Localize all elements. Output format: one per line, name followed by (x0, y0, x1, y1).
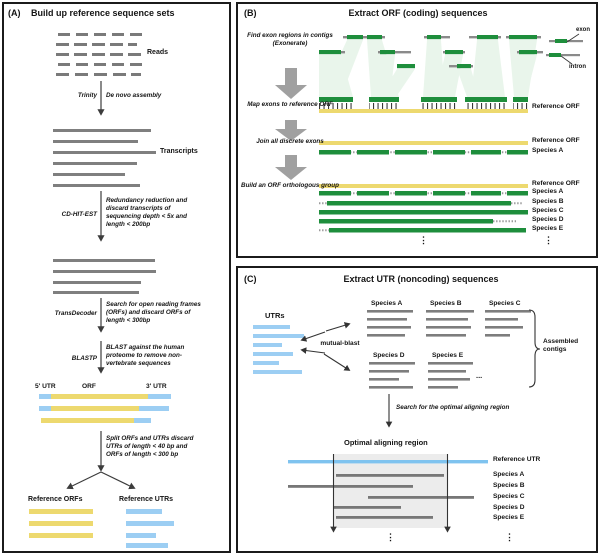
reads-cluster (56, 33, 142, 76)
group-header-species-c: Species C (489, 300, 521, 307)
split-step-text: Split ORFs and UTRs discard UTRs of length < 40 bp and ORFs of length < 300 bp (106, 435, 194, 459)
exon-intron-legend (546, 34, 583, 64)
mapped-exons-baseline (319, 97, 528, 113)
assembled-contigs-brace (529, 310, 540, 387)
reference-orf-label-top: Reference ORF (532, 103, 580, 110)
group-header-species-b: Species B (430, 300, 462, 307)
legend-intron-label: intron (569, 64, 586, 70)
utr-orf-bars (39, 394, 171, 423)
reference-utrs-bars (126, 509, 174, 548)
blastp-tool-label: BLASTP (71, 355, 97, 362)
species-a-label-mid: Species A (532, 146, 564, 154)
exon-mapping-trapezoids (319, 40, 537, 97)
transdecoder-tool-label: TransDecoder (54, 310, 97, 317)
group-species-c-label: Species C (532, 207, 564, 214)
reference-orf-label-group: Reference ORF (532, 180, 580, 187)
map-exons-step: Map exons to reference ORF (247, 101, 333, 108)
assembled-contig-groups (367, 310, 531, 389)
reference-orf-label-mid: Reference ORF (532, 137, 580, 144)
reference-orfs-bars (29, 509, 93, 538)
panel-b-title: Extract ORF (coding) sequences (348, 8, 488, 18)
utrs-label: UTRs (265, 311, 285, 320)
transdecoder-step-text: Search for open reading frames (ORFs) and discard ORFs of length < 300bp (106, 301, 201, 325)
panel-c-title: Extract UTR (noncoding) sequences (343, 274, 499, 284)
panel-a-title: Build up reference sequence sets (31, 8, 175, 18)
group-header-species-e: Species E (432, 352, 464, 359)
group-species-e-label: Species E (532, 225, 564, 232)
find-exons-step: Find exon regions in contigs (Exonerate) (247, 32, 333, 48)
search-step-text: Search for the optimal aligning region (396, 404, 510, 411)
orthologous-group-step: Build an ORF orthologous group (241, 182, 339, 189)
join-exons-step: Join all discrete exons (256, 138, 324, 145)
utr3-label: 3' UTR (146, 383, 167, 390)
orf-label: ORF (82, 383, 96, 390)
align-species-a-label: Species A (493, 471, 525, 478)
joined-exons-pair (319, 141, 528, 155)
assembled-contigs-label: Assembled contigs (543, 338, 579, 354)
trinity-tool-label: Trinity (77, 92, 97, 99)
panel-c (236, 266, 598, 553)
reads-label: Reads (147, 49, 169, 56)
transcripts-label: Transcripts (160, 148, 198, 155)
reference-utrs-label: Reference UTRs (119, 496, 174, 503)
optimal-region-label: Optimal aligning region (344, 438, 428, 447)
legend-exon-label: exon (576, 27, 591, 33)
align-species-b-label: Species B (493, 482, 525, 489)
group-species-a-label: Species A (532, 188, 564, 195)
reference-utr-label: Reference UTR (493, 456, 541, 463)
panel-a-graphics (4, 4, 229, 551)
align-labels-vdots: ⋮ (505, 532, 514, 542)
group-species-d-label: Species D (532, 216, 564, 223)
panel-a (2, 2, 231, 553)
denovo-assembly-label: De novo assembly (106, 92, 162, 99)
group-header-species-d: Species D (373, 352, 405, 359)
align-species-d-label: Species D (493, 504, 525, 511)
utr5-label: 5' UTR (35, 383, 56, 390)
orthologous-group-bars (319, 184, 528, 233)
workflow-block-arrows (275, 68, 307, 180)
reference-orfs-label: Reference ORFs (28, 496, 83, 503)
panel-b (236, 2, 598, 258)
utr-query-bars (253, 325, 304, 374)
transcripts-lines (53, 129, 156, 187)
panel-a-tag: (A) (8, 8, 21, 18)
mutual-blast-label: mutual-blast (320, 340, 360, 347)
blastp-step-text: BLAST against the human proteome to remove non-vertebrate sequences (106, 344, 185, 368)
groups-ellipsis: ... (476, 371, 483, 380)
panel-c-tag: (C) (244, 274, 257, 284)
cdhit-step-text: Redundancy reduction and discard transcripts of sequencing depth < 5x and length < 200bp (106, 197, 188, 229)
group-header-species-a: Species A (371, 300, 403, 307)
reduced-transcripts-lines (53, 259, 156, 294)
group-species-b-label: Species B (532, 198, 564, 205)
cdhit-tool-label: CD-HIT-EST (61, 211, 97, 218)
panel-b-tag: (B) (244, 8, 257, 18)
group-vdots: ⋮ (419, 235, 428, 245)
align-vdots: ⋮ (386, 532, 395, 542)
align-species-e-label: Species E (493, 514, 525, 521)
align-species-c-label: Species C (493, 493, 525, 500)
labels-vdots: ⋮ (544, 235, 553, 245)
